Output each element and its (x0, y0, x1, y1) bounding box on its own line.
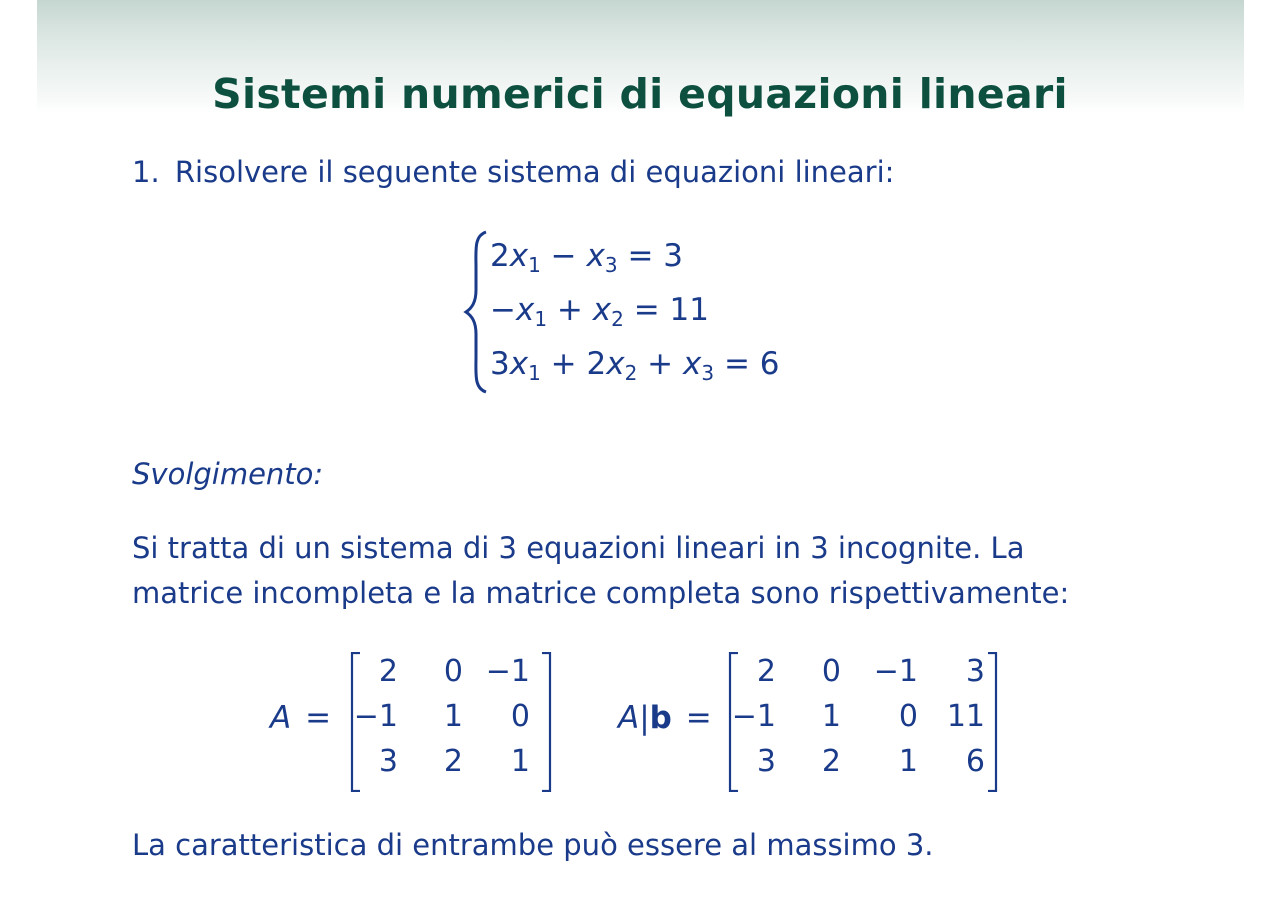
matrix-ab-a-symbol: A (618, 700, 640, 736)
left-brace (462, 228, 492, 396)
matrix-cell: 1 (510, 744, 530, 779)
matrix-ab-right-bracket (986, 652, 1000, 792)
equation-term: 3 (490, 346, 510, 382)
matrix-cell: −1 (873, 654, 918, 689)
slide-title: Sistemi numerici di equazioni lineari (212, 70, 1068, 118)
variable-x: x (586, 238, 605, 274)
matrix-ab-bar: | (639, 700, 650, 736)
matrix-cell: 3 (378, 744, 398, 779)
matrix-ab-label (618, 700, 712, 736)
variable-x: x (606, 346, 625, 382)
matrix-cell: 3 (756, 744, 776, 779)
variable-index: 1 (534, 307, 548, 331)
equation-term: + (637, 346, 684, 382)
matrix-cell: 2 (821, 744, 841, 779)
matrix-cell: 2 (378, 654, 398, 689)
matrix-cell: 0 (510, 699, 530, 734)
paragraph-line-2: matrice incompleta e la matrice completa sono rispettivamente: (132, 576, 1070, 610)
variable-index: 2 (611, 307, 624, 331)
matrix-cell: 0 (821, 654, 841, 689)
equation-term: + (547, 292, 593, 328)
matrix-cell: 0 (898, 699, 918, 734)
matrix-a-label (270, 700, 331, 736)
equation-term: = 6 (714, 346, 780, 382)
variable-x: x (683, 346, 702, 382)
matrix-cell: 1 (443, 699, 463, 734)
equation-term: 2 (490, 238, 510, 274)
matrix-cell: 11 (946, 699, 985, 734)
equation-system (462, 228, 802, 396)
matrix-cell: 1 (821, 699, 841, 734)
equation-3 (490, 346, 780, 385)
matrix-a-symbol: A (270, 700, 292, 736)
item-number: 1. (132, 155, 160, 189)
equation-term: + 2 (540, 346, 607, 382)
matrix-cell: 1 (898, 744, 918, 779)
variable-index: 3 (604, 253, 618, 277)
matrix-cell: −1 (731, 699, 776, 734)
equation-term: = 3 (617, 238, 684, 274)
matrix-cell: 0 (443, 654, 463, 689)
matrix-ab-b-symbol: b (649, 700, 672, 736)
matrix-a-equals: = (305, 700, 332, 736)
matrix-ab-equals: = (685, 700, 712, 736)
paragraph-line-1: Si tratta di un sistema di 3 equazioni lineari in 3 incognite. La (132, 531, 1025, 565)
matrix-cell: 3 (965, 654, 985, 689)
equation-term: = 11 (623, 292, 709, 328)
variable-index: 1 (528, 253, 541, 277)
variable-x: x (592, 292, 612, 328)
matrix-cell: 2 (443, 744, 463, 779)
variable-x: x (515, 292, 535, 328)
exercise-item (132, 150, 894, 195)
matrix-cell: −1 (485, 654, 530, 689)
conclusion-text: La caratteristica di entrambe può essere al massimo 3. (132, 828, 934, 862)
matrix-a-right-bracket (540, 652, 554, 792)
matrix-cell: 6 (965, 744, 985, 779)
item-text: Risolvere il seguente sistema di equazioni lineari: (174, 155, 895, 189)
explanation-paragraph (132, 526, 1069, 616)
matrix-cell: −1 (353, 699, 398, 734)
solution-label: Svolgimento: (132, 457, 324, 491)
equation-2 (490, 292, 709, 331)
variable-index: 1 (528, 361, 541, 385)
equation-1 (490, 238, 684, 277)
equation-term: − (540, 238, 587, 274)
variable-index: 3 (701, 361, 715, 385)
variable-index: 2 (624, 361, 638, 385)
matrix-cell: 2 (756, 654, 776, 689)
variable-x: x (509, 238, 529, 274)
variable-x: x (509, 346, 529, 382)
equation-term: − (490, 292, 516, 328)
